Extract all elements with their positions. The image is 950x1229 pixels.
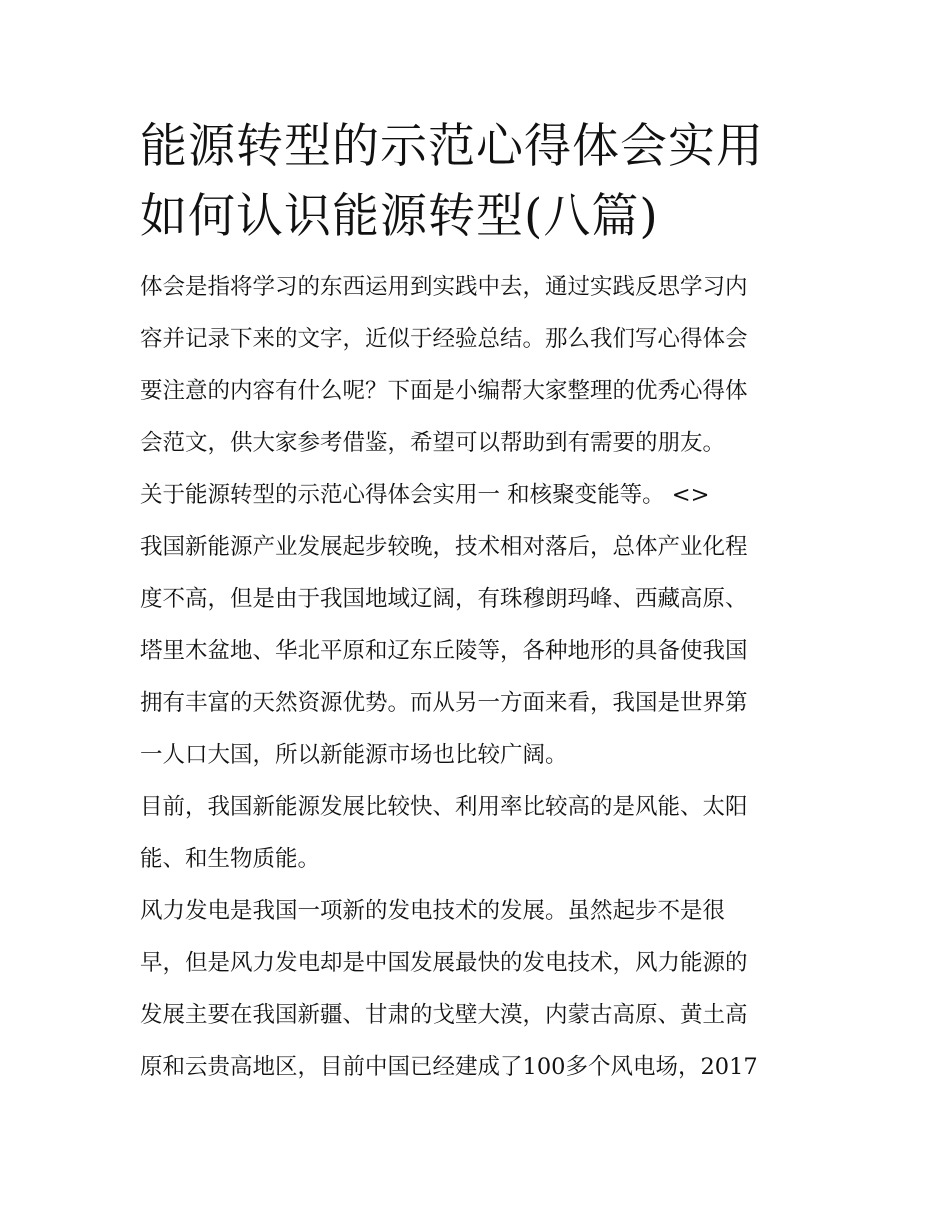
text-line: 度不高，但是由于我国地域辽阔，有珠穆朗玛峰、西藏高原、 (140, 586, 748, 612)
text-line: 体会是指将学习的东西运用到实践中去，通过实践反思学习内 (140, 274, 748, 300)
text-line: 关于能源转型的示范心得体会实用一 和核聚变能等。 <> (140, 482, 710, 508)
text-line: 容并记录下来的文字，近似于经验总结。那么我们写心得体会 (140, 326, 748, 352)
document-body (140, 261, 812, 1093)
body-paragraph (140, 521, 812, 781)
text-line: 我国新能源产业发展起步较晚，技术相对落后，总体产业化程 (140, 534, 748, 560)
text-line: 原和云贵高地区，目前中国已经建成了100多个风电场，2017 (140, 1054, 758, 1080)
text-line: 能、和生物质能。 (140, 846, 321, 872)
text-line: 风力发电是我国一项新的发电技术的发展。虽然起步不是很 (140, 898, 726, 924)
text-line: 塔里木盆地、华北平原和辽东丘陵等，各种地形的具备使我国 (140, 638, 748, 664)
text-line: 要注意的内容有什么呢？下面是小编帮大家整理的优秀心得体 (140, 378, 748, 404)
document-title (140, 112, 812, 252)
intro-paragraph (140, 261, 812, 469)
body-paragraph (140, 781, 812, 885)
text-line: 一人口大国，所以新能源市场也比较广阔。 (140, 742, 568, 768)
document-content (140, 112, 812, 1093)
text-line: 发展主要在我国新疆、甘肃的戈壁大漠，内蒙古高原、黄土高 (140, 1002, 748, 1028)
title-line: 如何认识能源转型(八篇) (140, 189, 659, 244)
text-line: 目前，我国新能源发展比较快、利用率比较高的是风能、太阳 (140, 794, 748, 820)
section-heading-paragraph (140, 469, 812, 521)
text-line: 早，但是风力发电却是中国发展最快的发电技术，风力能源的 (140, 950, 748, 976)
text-line: 拥有丰富的天然资源优势。而从另一方面来看，我国是世界第 (140, 690, 748, 716)
title-line: 能源转型的示范心得体会实用 (140, 119, 764, 174)
text-line: 会范文，供大家参考借鉴，希望可以帮助到有需要的朋友。 (140, 430, 726, 456)
body-paragraph (140, 885, 812, 1093)
